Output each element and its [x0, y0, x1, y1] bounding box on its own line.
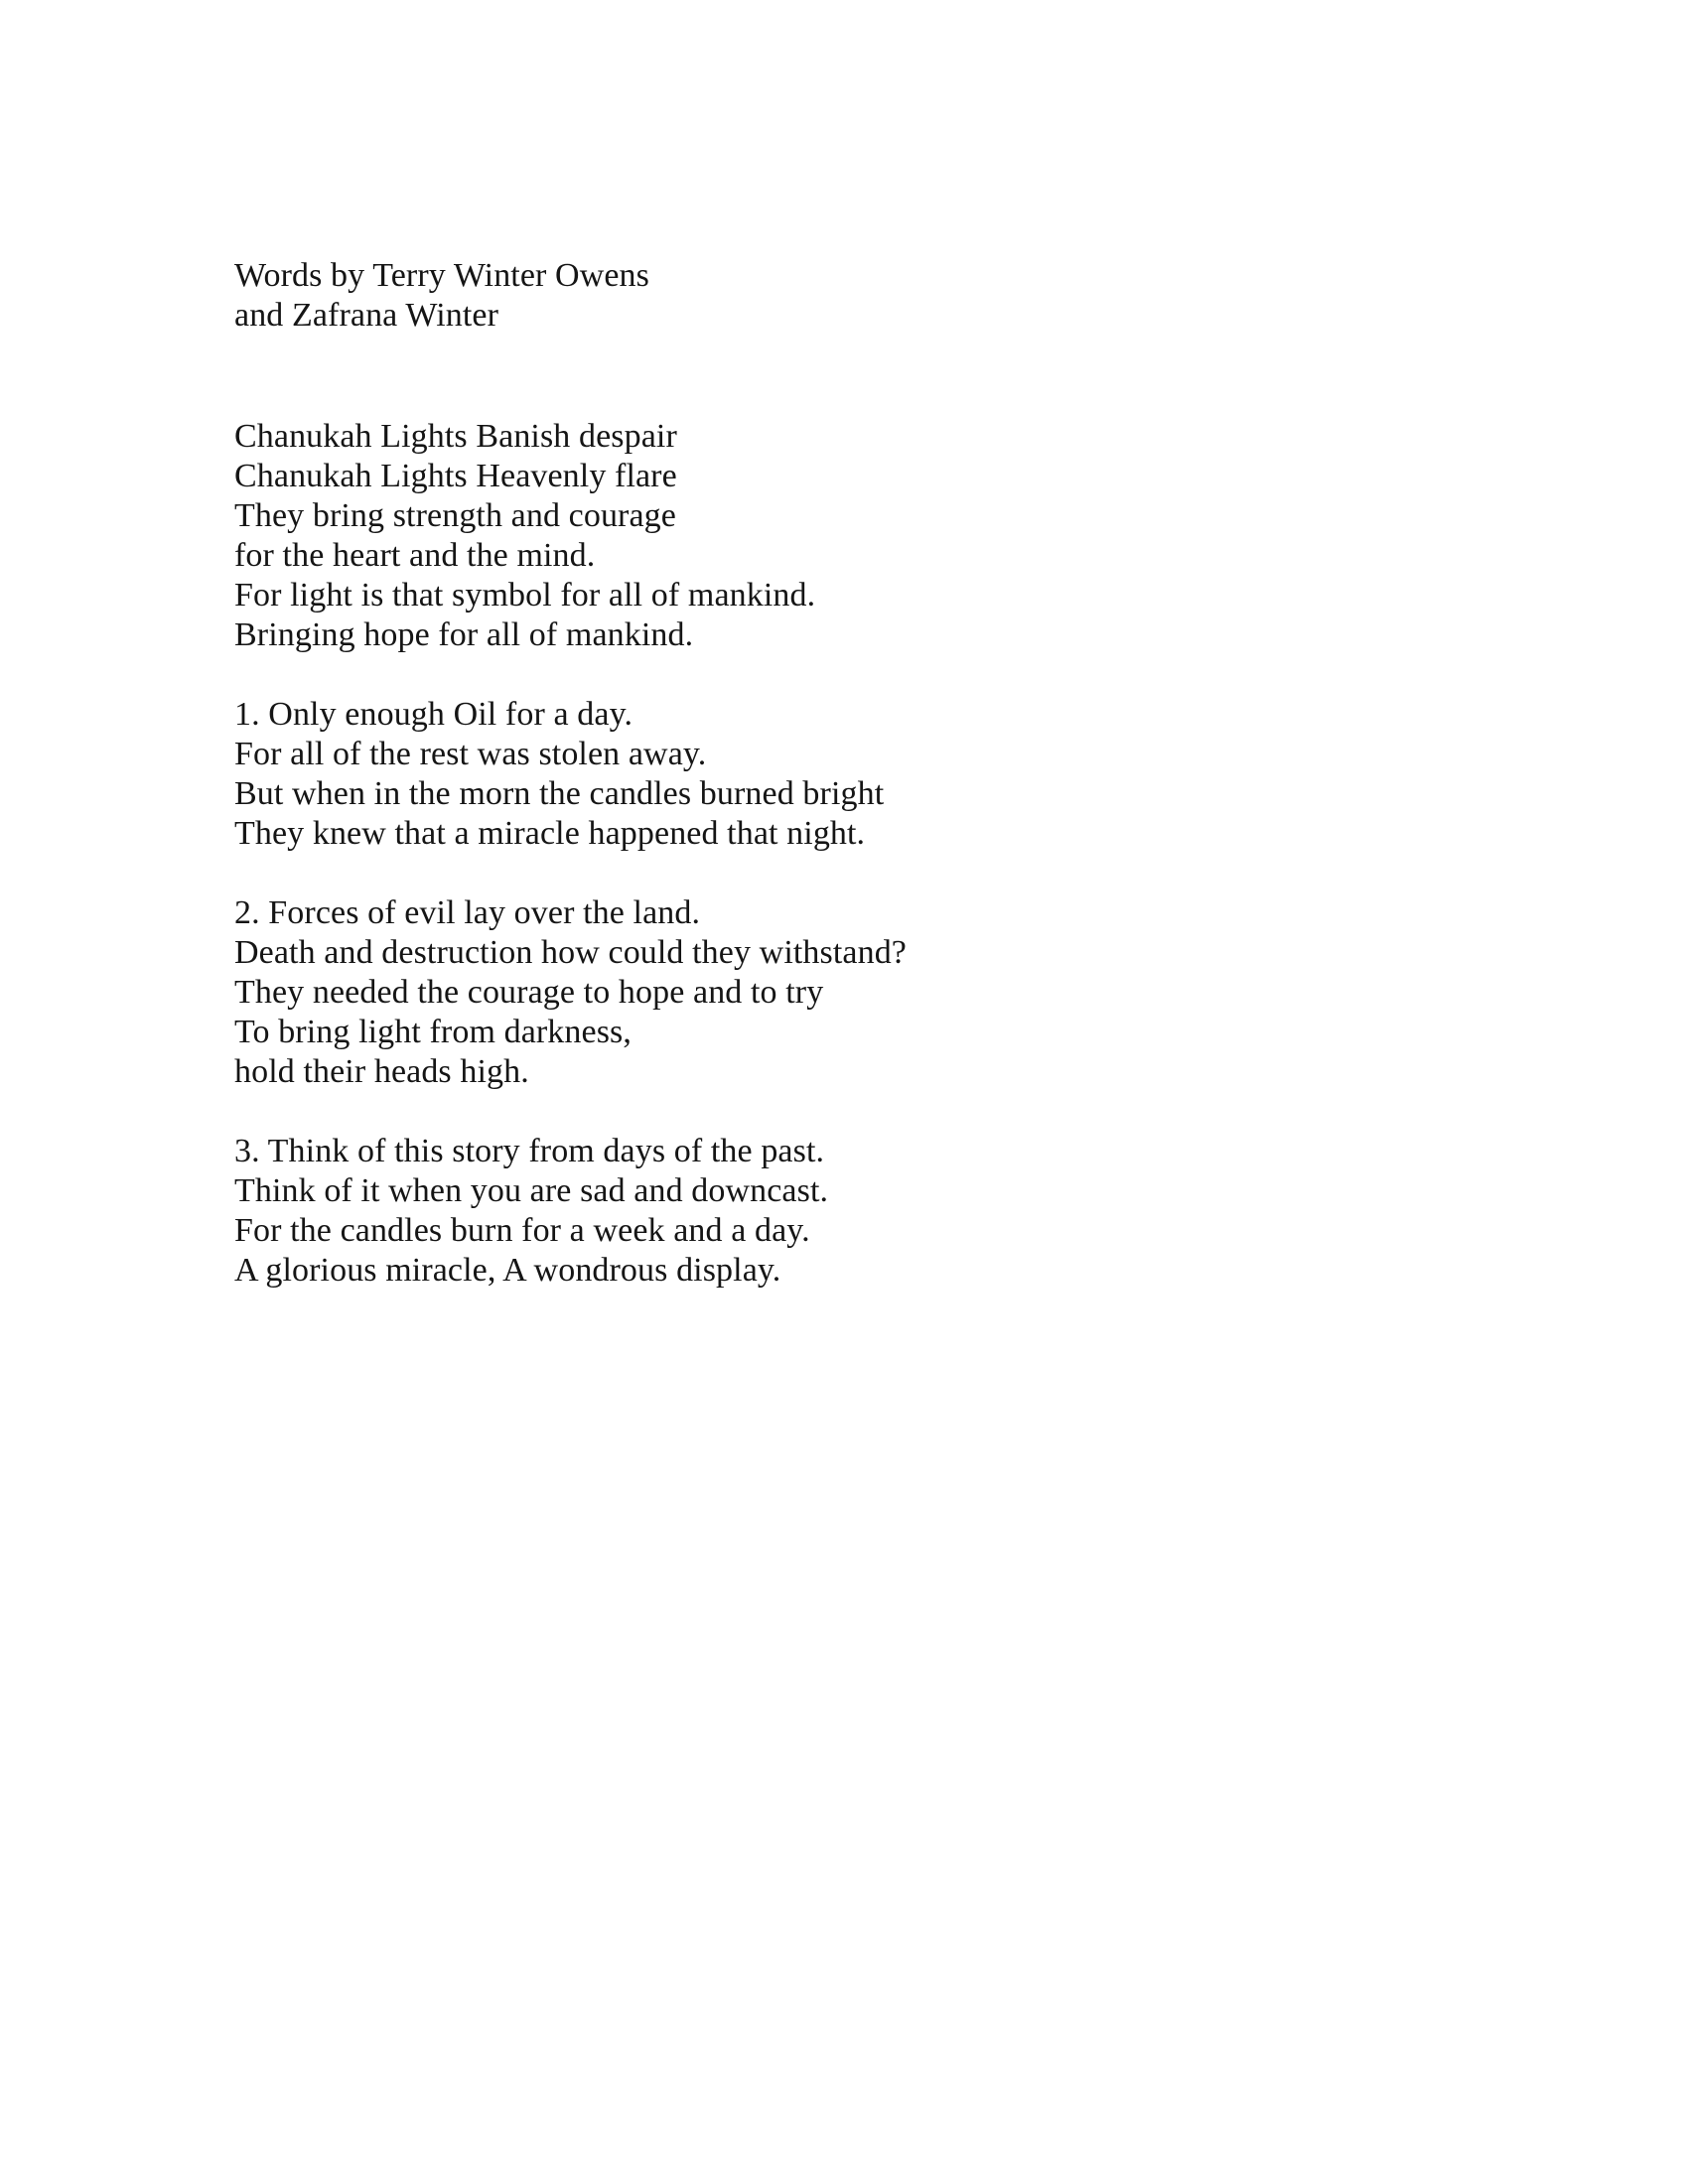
lyric-line: They knew that a miracle happened that night.	[234, 815, 866, 852]
lyric-line: 3. Think of this story from days of the past.	[234, 1133, 825, 1169]
credits-block	[234, 256, 907, 336]
stanza-chorus	[234, 417, 907, 655]
lyric-line: For light is that symbol for all of mankind.	[234, 577, 816, 614]
lyric-line: For the candles burn for a week and a day.	[234, 1212, 810, 1249]
stanza-verse-1	[234, 695, 907, 854]
lyric-line: Think of it when you are sad and downcast.	[234, 1172, 829, 1209]
lyric-line: hold their heads high.	[234, 1053, 529, 1090]
lyric-line: They needed the courage to hope and to try	[234, 974, 824, 1011]
lyrics-content	[234, 256, 907, 1291]
stanza-verse-2	[234, 893, 907, 1092]
lyric-line: Bringing hope for all of mankind.	[234, 616, 694, 653]
lyric-line: Death and destruction how could they withstand?	[234, 934, 907, 971]
credit-line: and Zafrana Winter	[234, 297, 498, 334]
lyric-line: A glorious miracle, A wondrous display.	[234, 1252, 781, 1289]
credit-line: Words by Terry Winter Owens	[234, 257, 649, 294]
lyric-line: But when in the morn the candles burned bright	[234, 775, 885, 812]
stanza-verse-3	[234, 1132, 907, 1291]
lyric-line: 1. Only enough Oil for a day.	[234, 696, 633, 733]
lyric-line: For all of the rest was stolen away.	[234, 736, 707, 772]
lyric-line: They bring strength and courage	[234, 497, 676, 534]
lyric-line: To bring light from darkness,	[234, 1014, 632, 1050]
lyric-line: Chanukah Lights Heavenly flare	[234, 458, 677, 494]
lyric-line: 2. Forces of evil lay over the land.	[234, 894, 701, 931]
lyric-line: Chanukah Lights Banish despair	[234, 418, 677, 455]
lyric-line: for the heart and the mind.	[234, 537, 596, 574]
